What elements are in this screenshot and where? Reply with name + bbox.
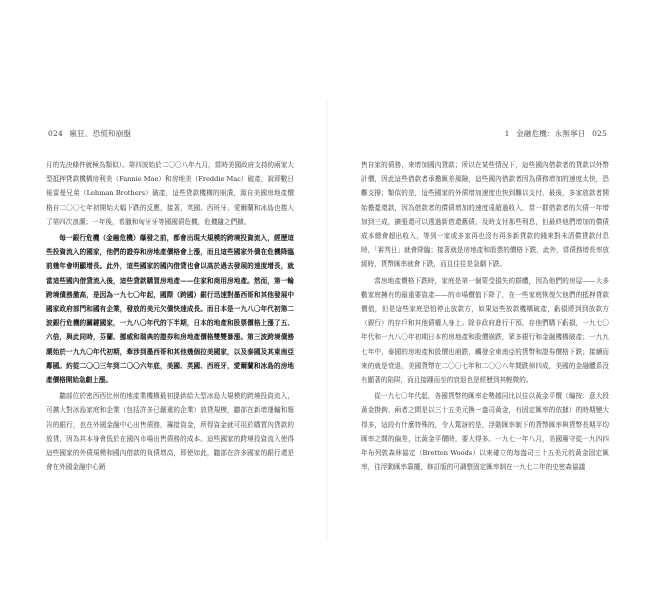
right-page-number: 025: [592, 129, 607, 138]
right-page: [328, 0, 655, 609]
left-page-body: [46, 158, 294, 476]
body-paragraph-emphasis: 每一銀行危機（金融危機）爆發之前，都會出現大規模的跨境投資流入，經歷這些投資流入的國家，他們的證券和房地產價格會上漲，而且這些國家外債在危機降臨前幾年會明顯增長。此外，這些國家的國內借貸也會以高於過去發展的速度增長，就當這些國內借貸流入後，這些貸款購買房地產——住家和商用房地產。然而，第一輪跨境債務激高，是因為一九七〇年起，國際（跨國）銀行迅速對墨西哥和其他發展中國家政府部門和國有企業，發放的美元欠債快速成長。而日本是一九八〇年代初第二波銀行危機的關鍵國家，一九八〇年代的下半期，日本的地產和股票價格上漲了五、六倍，與此同時，芬蘭、挪威和瑞典的證券和房地產價格雙雙暴漲。第三波跨境債務潮始於一九九〇年代初期，牽涉到墨西哥和其他幾個拉美國家，以及泰國及其東南亞鄰國。約從二〇〇三年到二〇〇六年底，美國、英國、西班牙，愛爾蘭和冰島的房地產價格開始急劇上漲。: [46, 234, 294, 385]
left-page-header: [44, 128, 131, 139]
left-running-title: 瘋狂、恐慌和崩盤: [69, 129, 132, 138]
body-paragraph: 售自家的債務，來增加國內貸款；所以在某些情況下，這些國內借款者的貸款以外幣計價，因此這些借款者承擔匯差風險，這些國內借款者因為債務增加的速度太快，恐難支撐；類似的是，這些國家的外債增加速度也快到難以支付，最後，多家放款者開始擔憂還款，因為借款者的償債增加的速度遠超過收入，當一群借款者的欠債一年增加到三成，擴張還可以透過新借還舊債，及時支付那些利息，但最終他們增加的償債成本總會超出收入，等到一家或多家再也沒有再多新貸款的錢來對未清償貸款付息時，「審判日」就會降臨；接著就是房地產和股票的價格下跌，此外，當債務增長率放緩時，貨幣匯率就會下跌，而且往往是急劇下跌。: [361, 161, 609, 269]
body-paragraph: 當房地產價格下跌時，家庭是第一個蒙受損失的群體，因為他們的房屋——大多數家庭擁有的最重要資產——的市場價值下降了，在一些家庭恢復欠他們的抵押貸款價值，但是這些家庭恐怕停止放款方，如果這些放款機構破產，虧損將到到放款方（銀行）的存戶和其他債權人身上。除非政府進行干預，存他們購下虧損，一九七〇年代和一九八〇年初期日本的房地產和股價崩跌，眾多銀行和金融機構破產；一九九七年中，泰國的房地產和股價也崩跌，觸發全東南亞的貨幣和證券價格下跌；接續而來的就是衰退，美國貨幣在二〇〇七年和二〇〇八年間跌掉四成，美國的金融體系沒有顯著的陷阱，而且接踵而至的衰退也是經歷到其輕微的。: [361, 276, 609, 385]
right-running-title: 金融危機：永無寧日: [516, 129, 586, 138]
body-paragraph: 月的先決條件就極為類似）。第四波始於二〇〇八年九月，當時美國政府支持的兩家大型抵押貸款機構房利美（Fannie Mae）和房地美（Freddie Mac）破產，說即數日後雷曼兄弟（Lehman Brothers）破產，這些貸款機構的崩潰，源自美國房地產價格自二〇〇七年初開始大幅下跌的反應，接著，英國、西班牙、愛爾蘭和冰島也捲入了第四次浪潮；一年後，希臘和匈牙牙等國國債危機，危機隨之們擴。: [46, 161, 294, 226]
right-page-header: [501, 128, 611, 139]
body-paragraph: 從一九七〇年代起，各國貨幣的匯率走勢越同比以往以黃金平價（編按：意大段黃金掛鉤，兩者之間是以三十五美元換一盎司黃金，有固定匯率的依據）的時期變大得多，這段有什麼特殊的，令人驚訝的是，浮動匯率制下的貨幣匯率與貨幣長期平均匯率之間的偏差，比黃金平價時，要大得多。一九七一年八月，美國廢守從一九四四年布列敦森林協定（Bretton Woods）以來確立的每盎司三十五美元的黃金固定匯率，往浮動匯率靠攏，修訂版的可調整固定匯率制在一九七二年的史密森協議: [361, 392, 609, 472]
body-paragraph: 聽部位於密西西比州的地產業機構最初提供給大型冰島大規模的跨境投資流入，可擴大對冰島家庭和企業（包括許多已嚴重的企業）放貸規模，聽部在新增運輸和報告的銀行，也在外國金融中心出售債務，籌措資金，所得資金就可用於購買內貸款的放貸，因為其本身會低於在國內市場出售債務的成本。這些國家的跨境投資流入使得這些國家的外債規模和國內借款的負債增高，即使如此，聽部在許多國家的銀行還是會在外國金融中心銷: [46, 392, 294, 472]
chapter-marker: 1: [504, 129, 510, 138]
left-page: [0, 0, 327, 609]
left-page-number: 024: [48, 129, 63, 138]
right-page-body: [361, 158, 609, 476]
